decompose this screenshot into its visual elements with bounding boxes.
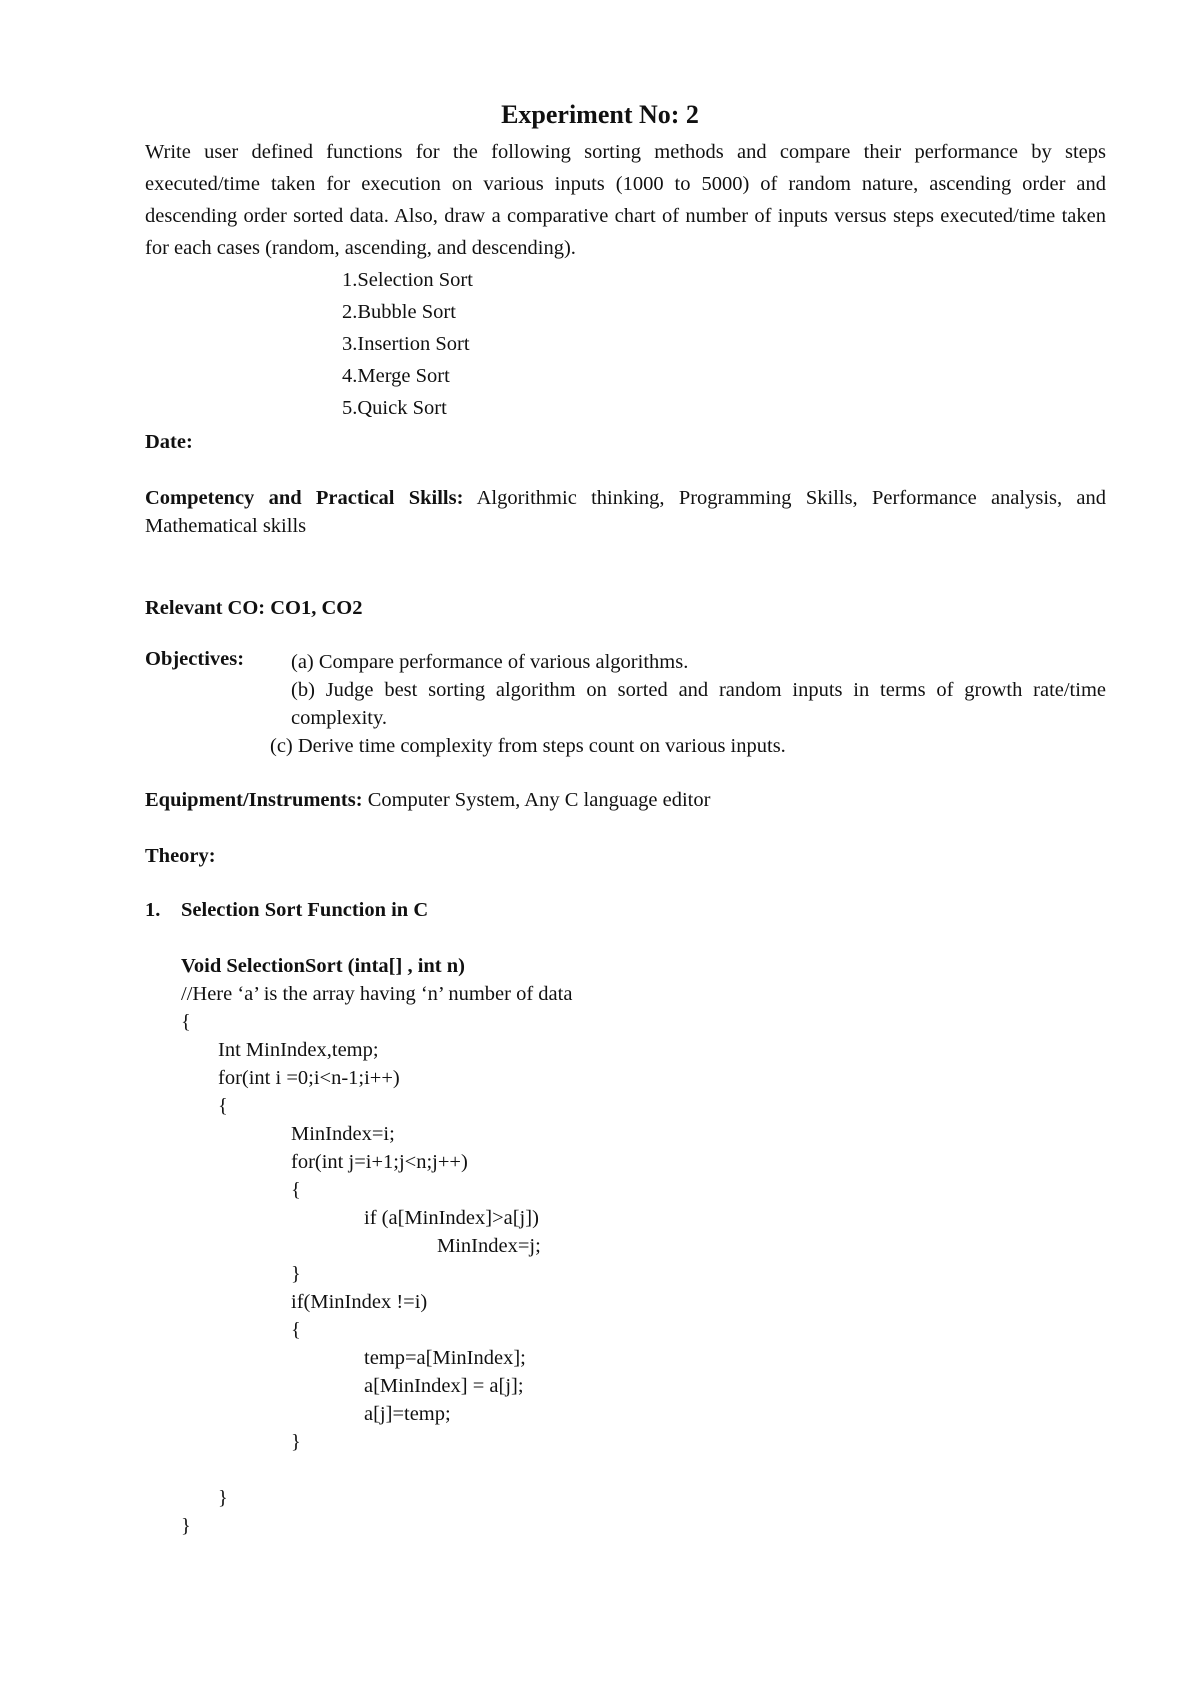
code-line: Int MinIndex,temp;: [218, 1039, 379, 1061]
objective-b: (b) Judge best sorting algorithm on sorted and random inputs in terms of growth rate/time complexity.: [291, 679, 1106, 729]
code-line: {: [218, 1095, 228, 1117]
list-item: 2.Bubble Sort: [342, 301, 456, 323]
competency-label: Competency and Practical Skills:: [145, 487, 464, 509]
code-comment: //Here ‘a’ is the array having ‘n’ number of data: [181, 983, 573, 1005]
equipment-label: Equipment/Instruments:: [145, 789, 363, 811]
code-line: }: [291, 1263, 301, 1285]
page-title: Experiment No: 2: [501, 100, 699, 129]
code-line: if(MinIndex !=i): [291, 1291, 428, 1313]
objectives-label: Objectives:: [145, 648, 245, 670]
list-item: 4.Merge Sort: [342, 365, 450, 387]
equipment-text: Computer System, Any C language editor: [367, 789, 711, 811]
code-line: temp=a[MinIndex];: [364, 1347, 526, 1369]
code-line: }: [218, 1487, 228, 1509]
date-label: Date:: [145, 431, 193, 453]
code-line: {: [181, 1011, 191, 1033]
list-item: 3.Insertion Sort: [342, 333, 470, 355]
section-number: 1.: [145, 899, 161, 921]
competency-text: Algorithmic thinking, Programming Skills, Performance analysis, and Mathematical skills: [145, 487, 1107, 537]
code-line: }: [291, 1431, 301, 1453]
competency-paragraph: [145, 484, 1106, 540]
code-line: for(int i =0;i<n-1;i++): [218, 1067, 400, 1089]
objective-a: (a) Compare performance of various algorithms.: [291, 651, 689, 673]
code-line: for(int j=i+1;j<n;j++): [291, 1151, 468, 1173]
code-line: }: [181, 1515, 191, 1537]
theory-label: Theory:: [145, 845, 216, 867]
section-title: Selection Sort Function in C: [181, 899, 429, 921]
relevant-co: Relevant CO: CO1, CO2: [145, 597, 363, 619]
sort-method-list: [342, 264, 473, 424]
code-line: a[j]=temp;: [364, 1403, 451, 1425]
code-line: MinIndex=j;: [437, 1235, 541, 1257]
list-item: 5.Quick Sort: [342, 397, 447, 419]
code-line: {: [291, 1179, 301, 1201]
code-line: if (a[MinIndex]>a[j]): [364, 1207, 539, 1229]
intro-paragraph: Write user defined functions for the following sorting methods and compare their performance by steps executed/time taken for execution on various inputs (1000 to 5000) of random nature, ascending order and descending order sorted data. Also, draw a comparative chart of number of inputs versus steps executed/time taken for each cases (random, ascending, and descending).: [145, 141, 1106, 259]
objective-c: (c) Derive time complexity from steps count on various inputs.: [270, 735, 786, 757]
code-signature: Void SelectionSort (inta[] , int n): [181, 955, 465, 977]
code-line: a[MinIndex] = a[j];: [364, 1375, 524, 1397]
list-item: 1.Selection Sort: [342, 269, 473, 291]
code-line: MinIndex=i;: [291, 1123, 395, 1145]
equipment-line: [145, 786, 710, 814]
code-line: {: [291, 1319, 301, 1341]
